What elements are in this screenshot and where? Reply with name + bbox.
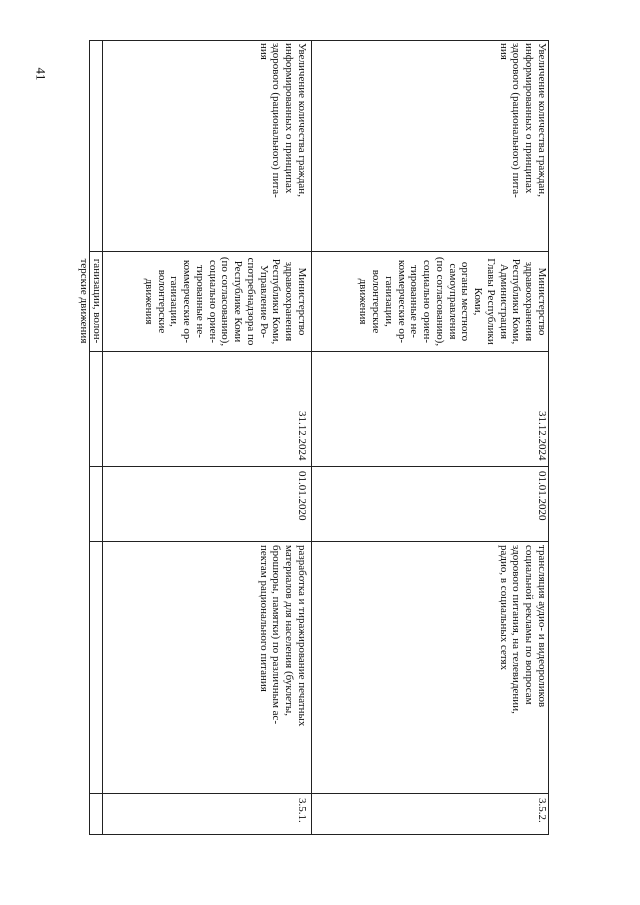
end-date-cell: 31.12.2024 [296,411,308,461]
measures-table [78,40,549,835]
end-date-cell: 31.12.2024 [536,411,548,461]
start-date-cell: 01.01.2020 [536,471,548,521]
result-cell: Увеличение количества граждан, информированных о принципах здорового (рационального) пита- ния [257,43,308,198]
column-divider [90,466,548,467]
column-divider [90,541,548,542]
result-cell: Увеличение количества граждан, информированных о принципах здорового (рационального) пита- ния [497,43,548,198]
row-number-cell: 3.5.1. [296,798,308,823]
executors-cell: ганизации, волон- терские движения [78,258,103,344]
column-divider [90,793,548,794]
start-date-cell: 01.01.2020 [296,471,308,521]
page-number: 41 [33,67,49,81]
column-divider [90,251,548,252]
action-cell: трансляция аудио- и видеороликов социальной рекламы по вопросам здорового питания, на телевидении, радио, в социальных сетях [497,545,548,714]
column-divider [90,351,548,352]
row-number-cell: 3.5.2. [536,798,548,823]
row-divider [102,41,103,834]
executors-cell: Министерство здравоохранения Республики Коми, Администрация Главы Республики Коми, органы местного самоуправления (по согласованию), социально ориен- тированные не- коммерческие ор- ганизации, волонтерские движения [357,256,548,347]
executors-cell: Министерство здравоохранения Республики Коми, Управление Ро- спотребнадзора по Республике Коми (по согласованию), социально ориен- тированные не- коммерческие ор- ганизации, волонтерские движения [143,256,308,347]
row-divider [311,41,312,834]
action-cell: разработка и тиражирование печатных материалов для населения (буклеты, брошюры, памятки) по различным ас- пектам рационального питания [257,545,308,727]
